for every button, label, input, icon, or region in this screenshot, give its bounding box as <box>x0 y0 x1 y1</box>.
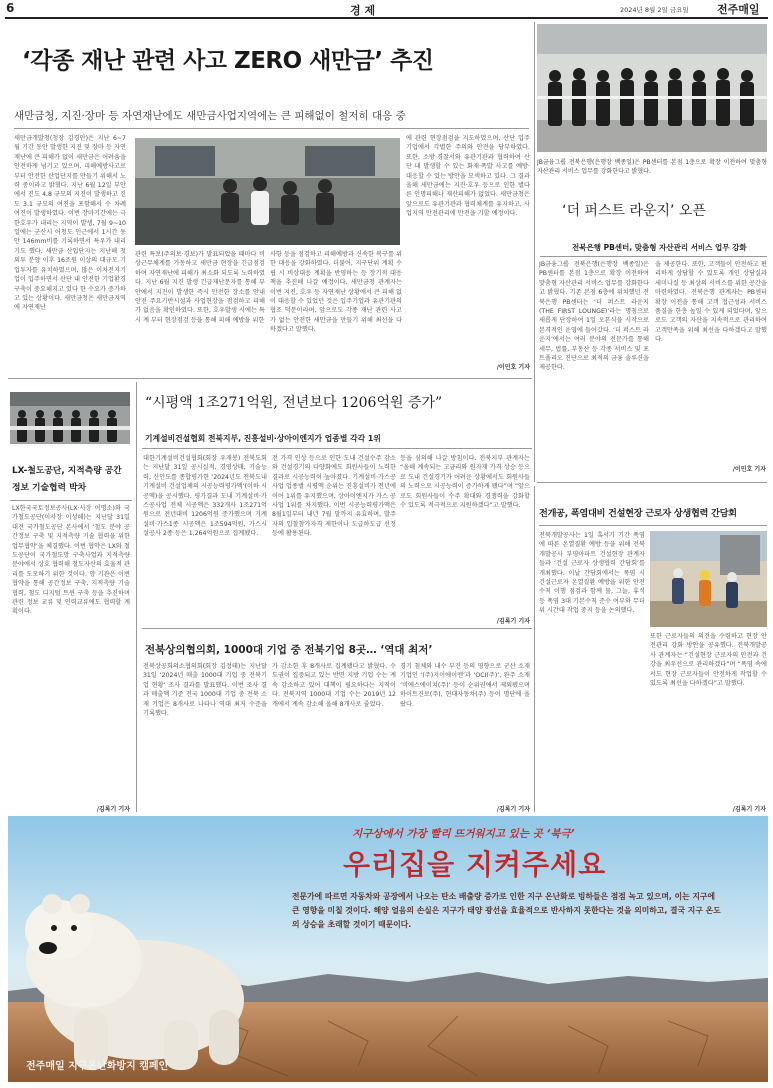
lead-col-2: 관련 특보(주의보·경보)가 발표되었을 때마다 비상근무체계를 가동하고 새만금 현장을 긴급점검하여 자연재난에 피해가 최소화 되도록 노력하였다. 지난 6월 지진 발생 긴급재난문자를 통해 부안에서 지진이 발생한 즉시 안전한 장소를 안내 안전 주요기반시설과 사업현장을 점검하고 피해가 없음을 확인하였다. 또한, 호우발생 시에는 특시 계 부터 현장점검 등을 통해 피해 예방을 위한 <box>135 251 265 324</box>
ad-title: 우리집을 지켜주세요 <box>343 848 607 881</box>
right-story-col-2: 을 제공한다. 또한, 고객들이 안전하고 편리하게 상담할 수 있도록 개인 상담실과 세미나실 등 최상의 서비스를 위한 공간을 마련하였다. 전북은행 관계자는 PB센터 확장 이전을 통해 고객 접근성과 서비스 품질을 한층 높일 수 있게 되었다며, 앞으로도 고객의 자산을 지속적으로 관리하여 고객만족을 위해 최선을 다하겠다고 말했다. <box>655 261 767 344</box>
left-story-headline-rule <box>10 500 132 501</box>
bottom-story-headline: 전북상의협의회, 1000대 기업 중 전북기업 8곳… ‘역대 최저’ <box>145 644 433 656</box>
bottom-story-col-1: 전북상공회의소협의회(회장 김정태)는 지난달 31일 ‘2024년 매출 1000대 기업 중 전북기업 현황’ 조사 결과를 발표했다. 이번 조사 결과 매출액 기준 전국 1000대 기업 중 전북 소재 기업은 8개사로 나타나 역대 최저 수준을 기록했다. <box>143 663 267 718</box>
left-story-photo <box>10 392 130 444</box>
bottom-story-col-2: 가 감소한 후 8개사로 집계됐다고 밝혔다. 수도권이 집중되고 있는 반면 지방 기업 수는 계속 감소하고 있어 대책이 필요하다는 지적이다. 전북지역 1000대 기업 수는 2019년 12개에서 계속 감소해 올해 8개사로 줄었다. <box>272 663 396 708</box>
main2-bottom-rule <box>142 628 532 629</box>
right-story-photo-graphic <box>537 24 767 152</box>
lead-subhead-rule <box>14 128 529 129</box>
polar-bear-illustration <box>14 850 254 1080</box>
right-story-subhead-rule <box>540 256 767 257</box>
lead-bottom-rule <box>8 378 532 379</box>
lead-subhead: 새만금청, 지진·장마 등 자연재난에도 새만금사업지역에는 큰 피해없이 철저히 대응 중 <box>14 110 406 122</box>
right-story-caption: JB금융그룹 전북은행(은행장 백종일)은 PB센터를 본점 1층으로 확장 이전하여 맞춤형 자산관리 서비스 업무를 강화한다고 밝혔다. <box>537 159 767 175</box>
left-story-body: LX한국국토정보공사(LX·사장 어명소)와 국가철도공단(이사장 이성해)는 지난달 31일 대전 국가철도공단 본사에서 ‘철도 분야 공간정보 구축 및 지적측량 기술 협력을 위한 업무협약’을 체결했다. 이번 협약은 LX와 철도공단이 국가철도망 구축사업과 지적측량 분야에서 상호 협력해 철도자산의 효율적 관리를 도모하기 위한 것이다. 양 기관은 이번 협약을 통해 공간정보 구축, 지적측량 기술협력, 철도 디지털 트윈 구축 등을 추진하며 관련 정보 교류 및 인력교류에도 협력할 계획이다. <box>12 505 130 616</box>
ad-body: 전문가에 따르면 자동차와 공장에서 나오는 탄소 배출량 증가로 인한 지구 온난화로 빙하들은 점점 녹고 있으며, 이는 지구에 큰 영향을 미칠 것이다. 해양 얼음의 손실은 지구가 태양 광선을 효율적으로 반사하지 못한다는 것을 의미하고, 결국 지구 온도의 상승을 초래할 것이기 때문이다. <box>292 892 721 929</box>
section-name: 경 제 <box>350 4 376 17</box>
right-story-subhead: 전북은행 PB센터, 맞춤형 자산관리 서비스 업무 강화 <box>572 243 747 252</box>
ad-credit: 전주매일 지구온난화방지 캠페인 <box>26 1061 169 1072</box>
main2-subhead: 기계설비건설협회 전북지부, 진흥설비·상아이엔지가 업종별 각각 1위 <box>145 434 381 443</box>
side-story-byline: /김록기 기자 <box>732 806 766 813</box>
polar-bear-graphic <box>14 850 254 1080</box>
side-story-headline-rule <box>539 525 767 526</box>
ad-tagline: 지구상에서 가장 빨리 뜨거워지고 있는 곳 ‘북극’ <box>352 828 575 840</box>
main2-byline: /김록기 기자 <box>496 618 530 625</box>
left-story-divider <box>136 382 137 812</box>
lead-col-1: 새만금개발청(청장 김경안)은 지난 6~7월 기간 동안 발생한 지진 및 장마 등 자연 재난에 큰 피해가 없이 새만금은 어려움을 안전하게 넘기고 있으며, 피해예방사고로 부터 안전한 산업단지를 만들기 위해서 노력 중이라고 밝혔다. 지난 6월 12일 부안에서 진도 4.8 규모의 지진이 발생하고 진도 3.1 규모의 여진을 포함해서 수 차례 여진이 발생하였다. 이번 장마기간에는 극한호우가 내리는 지역이 발생, 7월 9~10일에는 군산시 어청도 인근에서 1시간 동안 146mm비를 기록하면서 특우가 내리기도 했다. 새만금 산업단지는 지난해 첫 외투 분양 이후 16조원 이상의 대규모 기업투자를 유치하였으며, 많은 이차전지기업이 입주하면서 산단 내 안전한 기업환경 구축이 중요해지고 있다 한 수요가 증가하고 있는 상황이다. 새만금청은 새만금지역에 자연재난 <box>14 135 126 312</box>
lead-col-3: 사항 등을 점검하고 피해예방과 신속한 복구를 위한 대응을 강화하였다. 더불어, 지구단위 계획 수립 시 비상대응 계획을 반영하는 등 장기적 대응책을 추진해 나갈 예정이다. 새만금청 관계자는 이번 지진, 호우 등 자연재난 상황에서 큰 피해 없이 대응할 수 있었던 것은 입주기업과 유관기관의 협조 덕분이라며, 앞으로도 각종 재난 관련 사고가 없는 안전한 새만금을 만들기 위해 최선을 다하겠다고 말했다. <box>270 251 402 334</box>
main2-col-3: 등을 심의해 나갈 방침이다. 전북지부 관계자는 “올해 계속되는 고금리와 원자재 가격 상승 등으로 도내 건설경기가 어려운 상황에서도 회원사들의 노력으로 시공능력이 증가하게 됐다”며 “앞으로도 회원사들이 수주 확대와 경쟁력을 강화할 수 있도록 적극적으로 지원하겠다”고 말했다. <box>400 455 530 510</box>
masthead: 전주매일 <box>717 3 760 16</box>
main2-headline: “시평액 1조271억원, 전년보다 1206억원 증가” <box>145 395 443 411</box>
left-story-headline: LX-철도공단, 지적측량 공간정보 기술협력 박차 <box>12 466 122 493</box>
header-rule <box>5 17 768 19</box>
right-story-byline: /이민호 기자 <box>732 466 766 473</box>
right-story-bottom-rule <box>537 482 767 483</box>
lead-photo <box>135 138 400 245</box>
lead-right-divider <box>534 22 535 482</box>
bottom-story-byline: /김록기 기자 <box>496 806 530 813</box>
side-story-col-2: 또한 근로자들의 의견을 수렴하고 현장 안전관리 강화 방안을 공유했다. 전북개발공사 관계자는 “건설현장 근로자의 안전과 건강을 최우선으로 관리하겠다”며 “폭염 속에서도 현장 근로자들이 안전하게 작업할 수 있도록 최선을 다하겠다”고 말했다. <box>650 633 767 688</box>
left-story-byline: /김록기 기자 <box>96 806 130 813</box>
main2-subhead-rule <box>142 448 532 449</box>
side-story-col-1: 전북개발공사는 1일 혹서기 기간 폭염에 따른 온열질환 예방 등을 위해 전북개발공사 부영아파트 건설현장 관계자들과 ‘건설 근로자 상생협력 간담회’를 개최했다. 이날 간담회에서는 폭염 시 건설근로자 온열질환 예방을 위한 안전 수칙 이행 점검과 함께 물, 그늘, 휴식 등 폭염 3대 기본수칙 준수 여부와 무더위 시간대 작업 중지 등을 논의했다. <box>539 532 645 615</box>
center-right-divider <box>534 486 535 812</box>
lead-headline: ‘각종 재난 관련 사고 ZERO 새만금’ 추진 <box>22 48 434 74</box>
main2-col-2: 전 가격 인상 등으로 인한 도내 건설수주 감소와 건설경기의 다양화에도 회원사들이 노력한 결과로 시공능력이 높아졌다. 기계설비·가스공사업 업종별 시평액 순위는 진흥설비가 전년에 이어 1위를 유지했으며, 상아이엔지가 가스 공사업 1위를 차지했다. 이번 시공능력평가액은 8월1일부터 내년 7월 말까지 유효하며, 발주자의 입찰참가자격 제한이나 도급하도급 선정 등에 활용된다. <box>272 455 396 538</box>
right-story-col-1: JB금융그룹 전북은행(은행장 백종일)은 PB센터를 본점 1층으로 확장 이전하여 맞춤형 자산관리 서비스 업무를 강화한다고 밝혔다. 기존 본점 6층에 위치했던 전북은행 PB센터는 ‘더 퍼스트 라운지(THE FIRST LOUNGE)’라는 명칭으로 새롭게 단장하여 1일 오픈식을 시작으로 본격적인 운영에 들어갔다. ‘더 퍼스트 라운지’에서는 여러 분야의 전문가를 통해 세무, 법률, 부동산 등 각종 서비스 및 포트폴리오 진단으로 최적의 금융 솔루션을 제공한다. <box>539 261 649 372</box>
right-story-headline: ‘더 퍼스트 라운지’ 오픈 <box>562 203 706 219</box>
bottom-story-col-3: 경기 침체와 내수 부진 등의 영향으로 군산 소재 기업인 ‘(주)지이에이엔’과 ‘OCI(주)’, 완주 소재 ‘비에스에이치(주)’ 등이 순위권에서 제외됐으며 하이트진로(주), 현대자동차(주) 등이 명단에 올랐다. <box>400 663 530 708</box>
side-story-photo-graphic <box>650 531 767 627</box>
side-story-headline: 전개공, 폭염대비 건설현장 근로자 상생협력 간담회 <box>539 508 737 519</box>
page-number: 6 <box>6 1 15 15</box>
issue-date: 2024년 8월 2일 금요일 <box>620 6 689 14</box>
main2-col-1: 대한기계설비건설협회(회장 우재봉) 전북도회는 지난달 31일 공시실적, 경영상태, 기술능력, 신인도를 종합평가한 ‘2024년도 전북도내 기계설비 건설업체의 시공능력평가액’(이하 시공액)을 공시했다. 평가결과 도내 기계설비·가스공사업 전체 시공액은 332개사 1조271억원으로 전년대비 1206억원 증가했으며 기계설비·가스1종 시공액은 1조594억원, 가스시설공사 2종 등은 1,264억원으로 집계됐다. <box>143 455 267 538</box>
right-story-photo <box>537 24 767 152</box>
lead-byline: /이민호 기자 <box>496 364 530 371</box>
lead-photo-graphic <box>135 138 400 245</box>
side-story-photo <box>650 531 767 627</box>
lead-col-4: 에 관련 현장점검을 지도하였으며, 산단 입주기업에서 각별한 주의와 안전을 당부하였다. 또한, 소방·경찰서와 유관기관과 협력하여 산단 내 발생할 수 있는 화재·폭발 사고를 예방·대응할 수 있는 방안을 모색하고 있다. 그 결과 올해 새만금에는 지진·호우 등으로 인한 별다른 인명피해나 재산피해가 없었다. 새만금청은 앞으로도 유관기관과 협력체계를 유지하고, 사업지역 안전관리에 만전을 기할 예정이다. <box>406 135 530 218</box>
left-story-photo-graphic <box>10 392 130 444</box>
